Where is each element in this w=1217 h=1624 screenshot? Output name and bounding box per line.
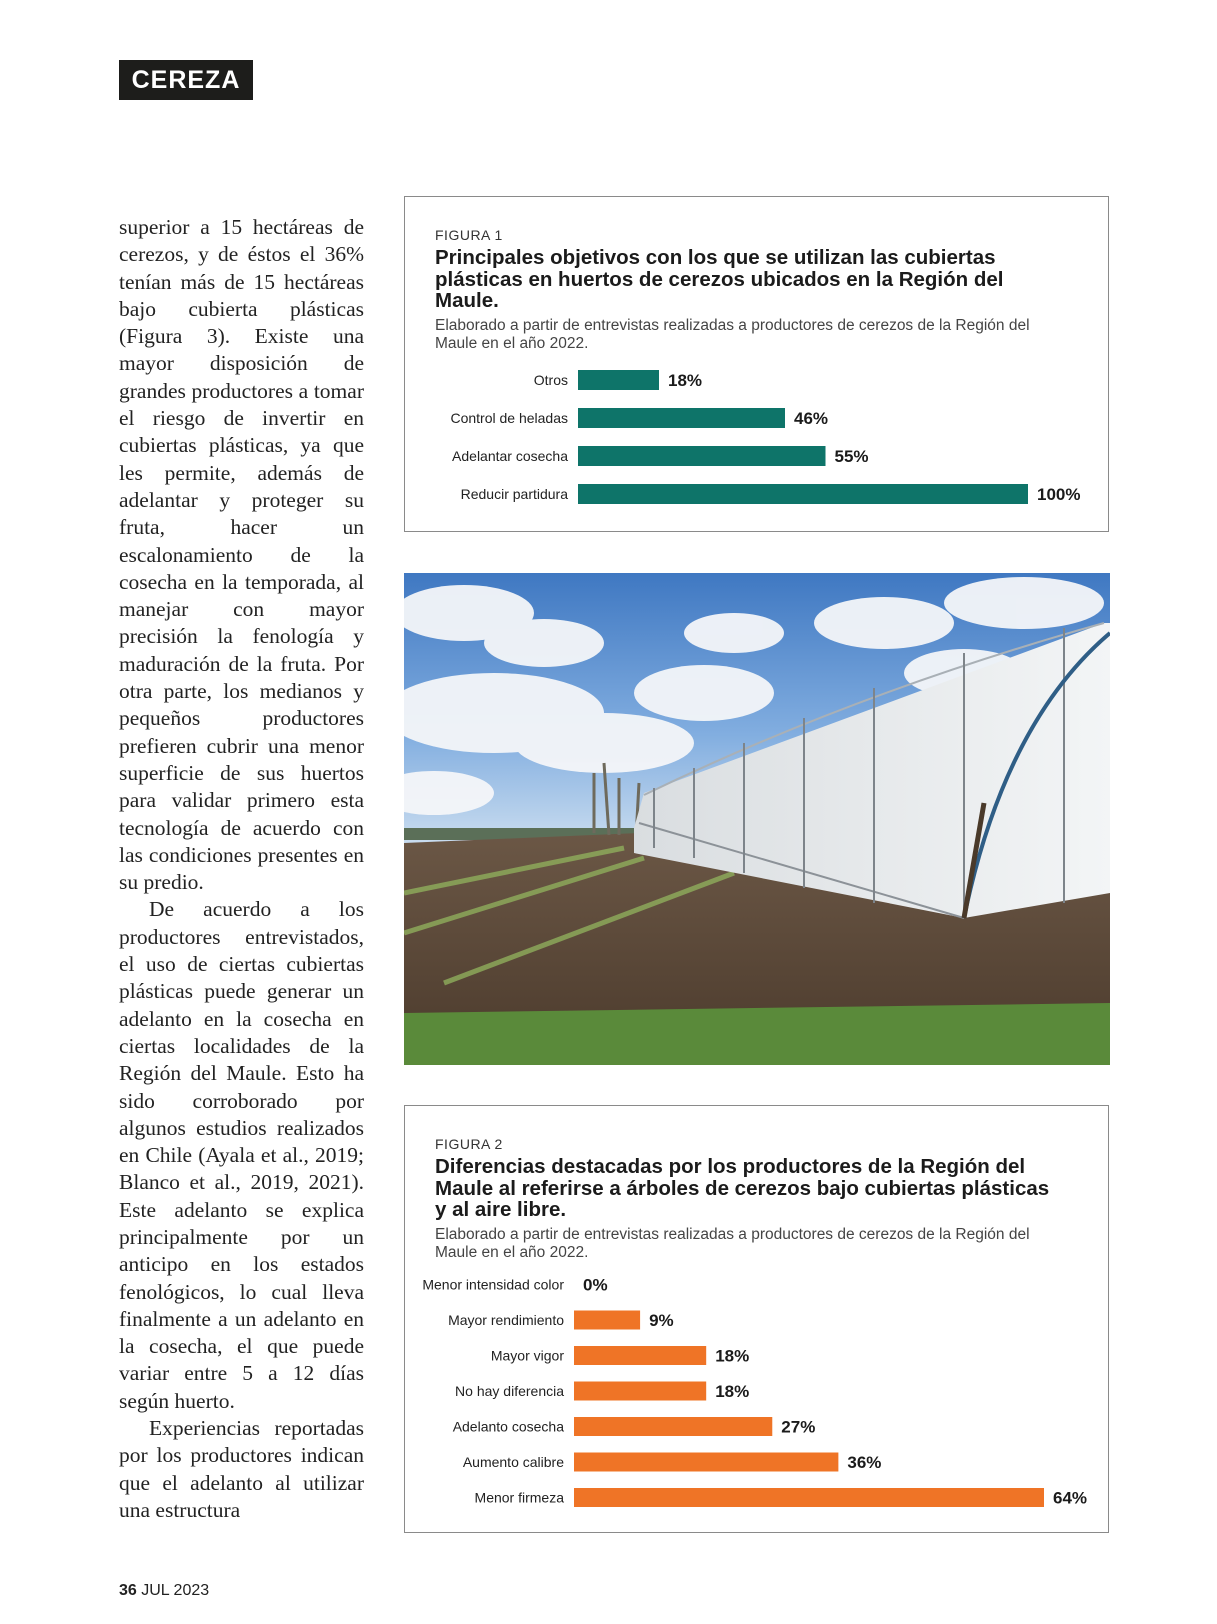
figure-2-title: Diferencias destacadas por los productores de la Región del Maule al referirse a árboles de cerezos bajo cubiertas plásticas y al aire libre. [435,1155,1050,1221]
article-body [119,214,364,1524]
category-label: Control de heladas [450,410,568,426]
category-label: No hay diferencia [455,1383,564,1399]
data-label: 55% [834,447,869,466]
data-label: 27% [781,1417,816,1437]
page-number: 36 [119,1582,137,1599]
data-label: 18% [668,371,703,390]
figure-1-label: FIGURA 1 [435,227,503,243]
greenhouse-photo [404,573,1110,1065]
body-paragraph: superior a 15 hectáreas de cerezos, y de éstos el 36% tenían más de 15 hectáreas bajo cubierta plásticas (Figura 3). Existe una mayor disposición de grandes productores a tomar el riesgo de invertir en cubiertas plásticas, ya que les permite, además de adelantar y proteger su fruta, hacer un escalonamiento de la cosecha en la temporada, al manejar con mayor precisión la fenología y maduración de la fruta. Por otra parte, los medianos y pequeños productores prefieren cubrir una menor superficie de sus huertos para validar primero esta tecnología de acuerdo con las condiciones presentes en su predio. [119,215,364,895]
category-label: Adelanto cosecha [452,1418,564,1435]
data-label: 18% [715,1382,750,1401]
bar [574,1382,706,1401]
bar [574,1417,772,1436]
category-label: Menor firmeza [474,1489,564,1506]
page-footer [119,1582,209,1600]
category-label: Adelantar cosecha [452,448,568,464]
category-label: Mayor vigor [490,1347,564,1364]
figure-1-title: Principales objetivos con los que se utilizan las cubiertas plásticas en huertos de cerezos ubicados en la Región del Maule. [435,246,1004,312]
bar [578,484,1028,504]
bar [574,1346,706,1365]
body-paragraph: Experiencias reportadas por los productores indican que el adelanto al utilizar una estructura [119,1416,364,1522]
category-label: Otros [533,372,568,388]
issue-date: JUL 2023 [141,1582,210,1599]
data-label: 9% [649,1311,674,1330]
data-label: 36% [847,1453,882,1472]
data-label: 46% [794,409,829,428]
figure-2-label: FIGURA 2 [435,1136,503,1152]
data-label: 0% [583,1275,608,1295]
category-label: Mayor rendimiento [448,1312,564,1328]
figure-1 [404,196,1109,532]
category-label: Reducir partidura [460,486,568,502]
greenhouse-photo-image [404,573,1110,1065]
category-label: Aumento calibre [462,1454,564,1470]
figure-2 [404,1105,1109,1533]
bar [578,408,785,428]
section-tag: CEREZA [119,60,253,100]
body-paragraph: De acuerdo a los productores entrevistados, el uso de ciertas cubiertas plásticas puede generar un adelanto en la cosecha en ciertas localidades de la Región del Maule. Esto ha sido corroborado por algunos estudios realizados en Chile (Ayala et al., 2019; Blanco et al., 2019, 2021). Este adelanto se explica principalmente por un anticipo en los estados fenológicos, lo cual lleva finalmente a un adelanto en la cosecha, el que puede variar entre 5 a 12 días según huerto. [119,897,364,1413]
bar [574,1311,640,1330]
figure-2-chart [405,1271,1107,1533]
bar [574,1453,838,1472]
figure-2-subtitle: Elaborado a partir de entrevistas realizadas a productores de cerezos de la Región del Maule en el año 2022. [435,1226,1030,1261]
data-label: 100% [1037,485,1081,504]
data-label: 64% [1053,1488,1088,1508]
category-label: Menor intensidad color [422,1276,564,1293]
data-label: 18% [715,1346,750,1366]
bar [574,1488,1044,1507]
figure-1-subtitle: Elaborado a partir de entrevistas realizadas a productores de cerezos de la Región del Maule en el año 2022. [435,317,1030,352]
figure-1-chart [405,362,1107,532]
bar [578,370,659,390]
bar [578,446,826,466]
